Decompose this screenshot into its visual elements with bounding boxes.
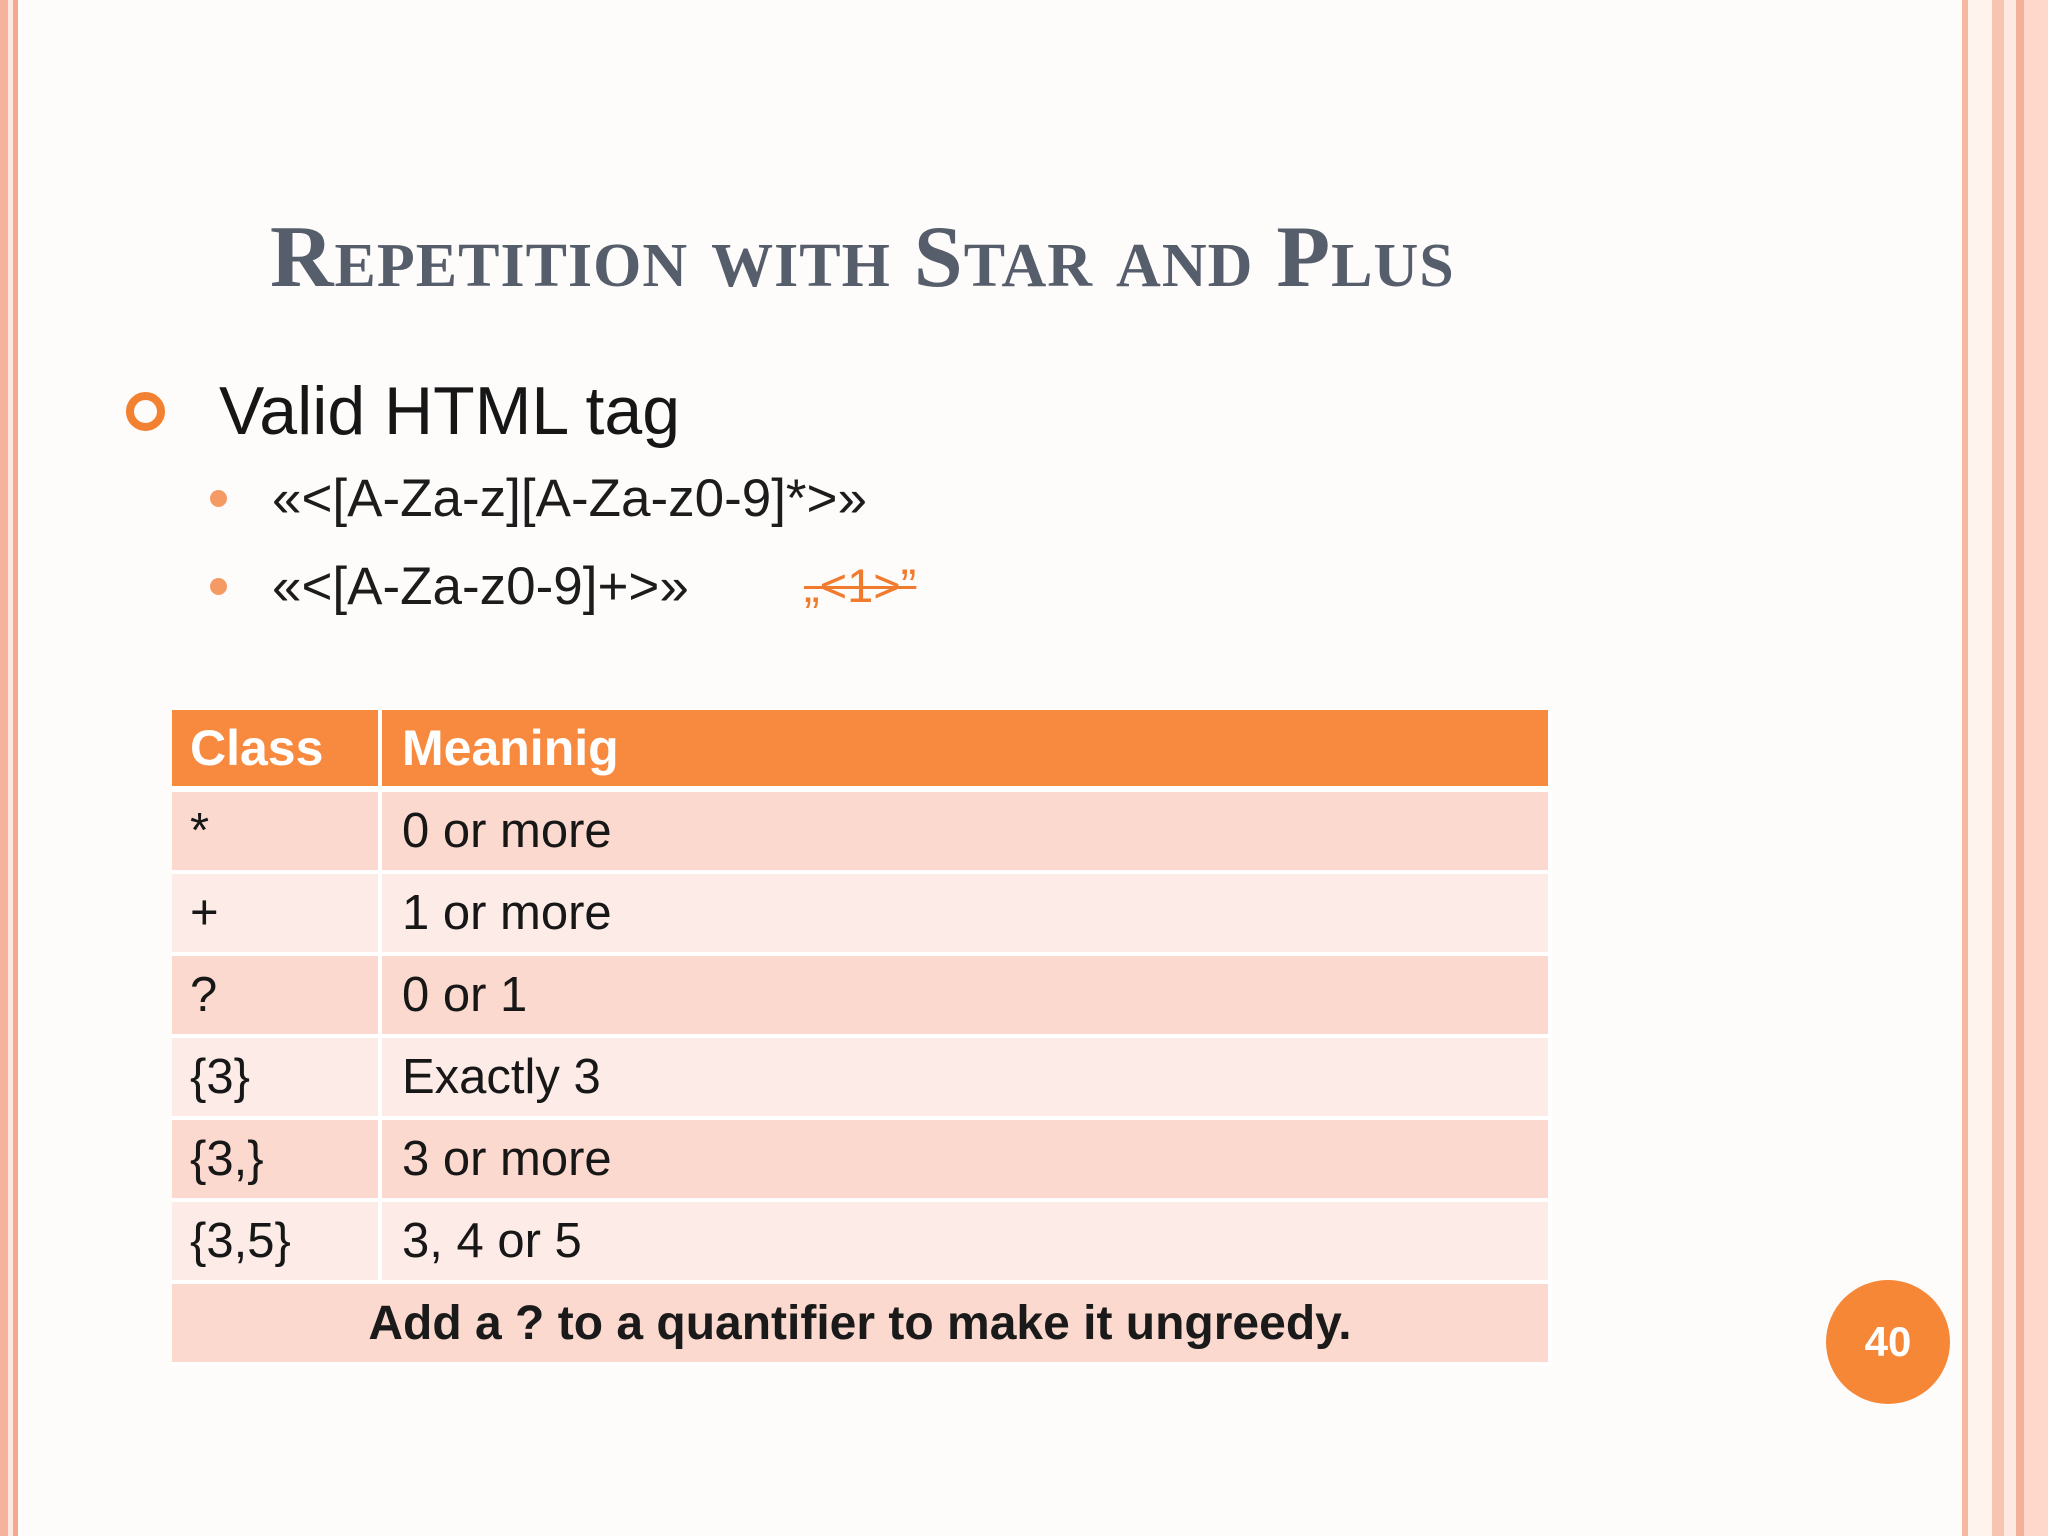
sub-bullet-2: [210, 556, 689, 617]
table-cell-meaning: Exactly 3: [382, 1038, 1552, 1120]
table-cell-meaning: 0 or more: [382, 792, 1552, 874]
table-header-class: Class: [172, 710, 382, 792]
table-cell-class: {3,}: [172, 1120, 382, 1202]
table-row: [172, 1038, 1552, 1120]
table-cell-class: {3,5}: [172, 1202, 382, 1284]
orange-dot-icon: [210, 578, 227, 595]
table-row: [172, 792, 1552, 874]
table-cell-class: ?: [172, 956, 382, 1038]
table-cell-class: +: [172, 874, 382, 956]
table-row: [172, 874, 1552, 956]
table-row: [172, 1120, 1552, 1202]
table-cell-class: {3}: [172, 1038, 382, 1120]
quantifier-table: [172, 710, 1552, 1366]
table-footer-row: [172, 1284, 1552, 1366]
table-cell-meaning: 3 or more: [382, 1120, 1552, 1202]
right-decorative-border: [1962, 0, 2048, 1536]
table-header-row: [172, 710, 1552, 792]
page-number-badge: 40: [1826, 1280, 1950, 1404]
sub-bullet-1: [210, 468, 867, 529]
orange-ring-icon: [126, 392, 165, 431]
left-decorative-border: [0, 0, 18, 1536]
main-bullet: [126, 372, 680, 450]
table-cell-meaning: 0 or 1: [382, 956, 1552, 1038]
table-header-meaning: Meaninig: [382, 710, 1552, 792]
table-footer-text: Add a ? to a quantifier to make it ungreedy.: [172, 1284, 1552, 1366]
orange-dot-icon: [210, 490, 227, 507]
struck-example-text: „<1>”: [804, 559, 917, 612]
main-bullet-text: Valid HTML tag: [219, 373, 681, 449]
table-cell-class: *: [172, 792, 382, 874]
table-row: [172, 1202, 1552, 1284]
slide-title: Repetition with Star and Plus: [270, 209, 1455, 306]
table-cell-meaning: 1 or more: [382, 874, 1552, 956]
table-cell-meaning: 3, 4 or 5: [382, 1202, 1552, 1284]
sub-bullet-text-2: «<[A-Za-z0-9]+>»: [272, 557, 689, 616]
table-row: [172, 956, 1552, 1038]
sub-bullet-text-1: «<[A-Za-z][A-Za-z0-9]*>»: [272, 469, 867, 528]
